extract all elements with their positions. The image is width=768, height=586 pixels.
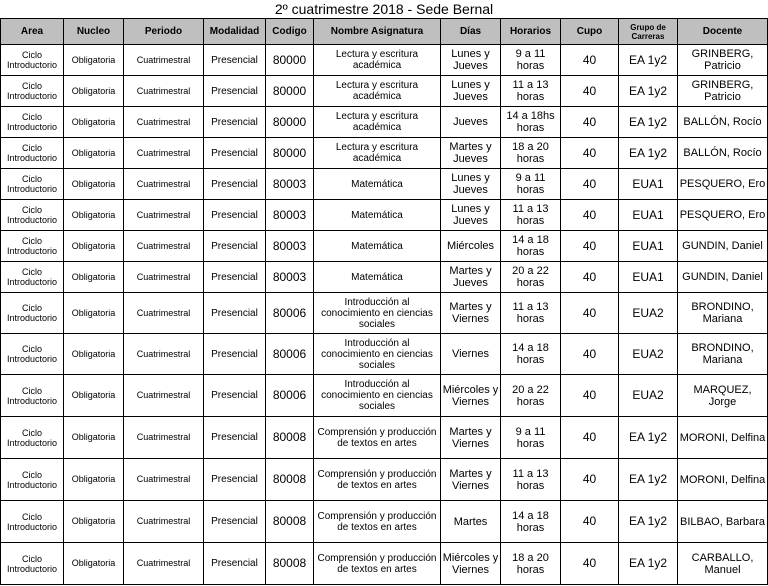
cell-area: Ciclo Introductorio bbox=[1, 334, 64, 375]
cell-periodo: Cuatrimestral bbox=[124, 375, 204, 417]
header-docente: Docente bbox=[678, 19, 768, 45]
cell-grupo: EUA2 bbox=[619, 334, 678, 375]
header-row bbox=[1, 19, 768, 45]
cell-asignatura: Comprensión y producción de textos en artes bbox=[314, 459, 441, 501]
cell-area: Ciclo Introductorio bbox=[1, 417, 64, 459]
cell-area: Ciclo Introductorio bbox=[1, 459, 64, 501]
cell-area: Ciclo Introductorio bbox=[1, 293, 64, 334]
cell-nucleo: Obligatoria bbox=[64, 459, 124, 501]
table-row bbox=[1, 543, 768, 585]
cell-cupo: 40 bbox=[561, 375, 619, 417]
cell-horarios: 9 a 11 horas bbox=[501, 169, 561, 200]
cell-modalidad: Presencial bbox=[204, 76, 266, 107]
cell-dias: Jueves bbox=[441, 107, 501, 138]
cell-docente: PESQUERO, Ero bbox=[678, 169, 768, 200]
cell-codigo: 80000 bbox=[266, 138, 314, 169]
cell-nucleo: Obligatoria bbox=[64, 76, 124, 107]
header-asignatura: Nombre Asignatura bbox=[314, 19, 441, 45]
cell-dias: Martes y Jueves bbox=[441, 262, 501, 293]
cell-grupo: EA 1y2 bbox=[619, 76, 678, 107]
cell-asignatura: Matemática bbox=[314, 169, 441, 200]
page-title: 2º cuatrimestre 2018 - Sede Bernal bbox=[274, 1, 494, 17]
cell-modalidad: Presencial bbox=[204, 375, 266, 417]
cell-docente: MARQUEZ, Jorge bbox=[678, 375, 768, 417]
cell-codigo: 80006 bbox=[266, 375, 314, 417]
cell-area: Ciclo Introductorio bbox=[1, 262, 64, 293]
cell-dias: Lunes y Jueves bbox=[441, 76, 501, 107]
cell-periodo: Cuatrimestral bbox=[124, 45, 204, 76]
table-row bbox=[1, 459, 768, 501]
cell-horarios: 14 a 18hs horas bbox=[501, 107, 561, 138]
cell-dias: Martes y Jueves bbox=[441, 138, 501, 169]
cell-area: Ciclo Introductorio bbox=[1, 107, 64, 138]
cell-area: Ciclo Introductorio bbox=[1, 169, 64, 200]
cell-dias: Martes bbox=[441, 501, 501, 543]
cell-codigo: 80003 bbox=[266, 169, 314, 200]
cell-dias: Lunes y Jueves bbox=[441, 169, 501, 200]
cell-modalidad: Presencial bbox=[204, 334, 266, 375]
cell-periodo: Cuatrimestral bbox=[124, 231, 204, 262]
cell-codigo: 80003 bbox=[266, 200, 314, 231]
cell-area: Ciclo Introductorio bbox=[1, 200, 64, 231]
cell-cupo: 40 bbox=[561, 417, 619, 459]
table-row bbox=[1, 375, 768, 417]
cell-asignatura: Comprensión y producción de textos en artes bbox=[314, 543, 441, 585]
cell-cupo: 40 bbox=[561, 76, 619, 107]
cell-modalidad: Presencial bbox=[204, 107, 266, 138]
cell-grupo: EUA2 bbox=[619, 293, 678, 334]
cell-dias: Miércoles y Viernes bbox=[441, 543, 501, 585]
cell-asignatura: Introducción al conocimiento en ciencias sociales bbox=[314, 334, 441, 375]
cell-asignatura: Matemática bbox=[314, 262, 441, 293]
cell-nucleo: Obligatoria bbox=[64, 231, 124, 262]
cell-grupo: EA 1y2 bbox=[619, 107, 678, 138]
cell-periodo: Cuatrimestral bbox=[124, 138, 204, 169]
cell-horarios: 9 a 11 horas bbox=[501, 417, 561, 459]
cell-asignatura: Lectura y escritura académica bbox=[314, 76, 441, 107]
cell-grupo: EUA1 bbox=[619, 169, 678, 200]
cell-dias: Miércoles bbox=[441, 231, 501, 262]
cell-nucleo: Obligatoria bbox=[64, 169, 124, 200]
cell-periodo: Cuatrimestral bbox=[124, 459, 204, 501]
cell-asignatura: Comprensión y producción de textos en artes bbox=[314, 417, 441, 459]
table-row bbox=[1, 169, 768, 200]
cell-area: Ciclo Introductorio bbox=[1, 138, 64, 169]
cell-nucleo: Obligatoria bbox=[64, 107, 124, 138]
cell-horarios: 20 a 22 horas bbox=[501, 375, 561, 417]
cell-dias: Lunes y Jueves bbox=[441, 45, 501, 76]
cell-nucleo: Obligatoria bbox=[64, 543, 124, 585]
header-horarios: Horarios bbox=[501, 19, 561, 45]
cell-area: Ciclo Introductorio bbox=[1, 76, 64, 107]
cell-docente: GUNDIN, Daniel bbox=[678, 262, 768, 293]
header-area: Area bbox=[1, 19, 64, 45]
cell-horarios: 9 a 11 horas bbox=[501, 45, 561, 76]
cell-horarios: 18 a 20 horas bbox=[501, 138, 561, 169]
table-row bbox=[1, 76, 768, 107]
cell-periodo: Cuatrimestral bbox=[124, 543, 204, 585]
header-cupo: Cupo bbox=[561, 19, 619, 45]
table-row bbox=[1, 107, 768, 138]
cell-docente: BALLÓN, Rocío bbox=[678, 138, 768, 169]
cell-cupo: 40 bbox=[561, 138, 619, 169]
header-dias: Días bbox=[441, 19, 501, 45]
table-body bbox=[1, 45, 768, 585]
cell-docente: MORONI, Delfina bbox=[678, 417, 768, 459]
cell-codigo: 80006 bbox=[266, 334, 314, 375]
cell-periodo: Cuatrimestral bbox=[124, 293, 204, 334]
table-row bbox=[1, 417, 768, 459]
cell-area: Ciclo Introductorio bbox=[1, 501, 64, 543]
table-row bbox=[1, 231, 768, 262]
cell-dias: Martes y Viernes bbox=[441, 293, 501, 334]
cell-grupo: EUA1 bbox=[619, 200, 678, 231]
cell-asignatura: Introducción al conocimiento en ciencias sociales bbox=[314, 375, 441, 417]
cell-dias: Martes y Viernes bbox=[441, 459, 501, 501]
cell-modalidad: Presencial bbox=[204, 262, 266, 293]
cell-cupo: 40 bbox=[561, 459, 619, 501]
table-row bbox=[1, 262, 768, 293]
cell-periodo: Cuatrimestral bbox=[124, 76, 204, 107]
cell-cupo: 40 bbox=[561, 231, 619, 262]
cell-horarios: 11 a 13 horas bbox=[501, 293, 561, 334]
cell-periodo: Cuatrimestral bbox=[124, 334, 204, 375]
cell-periodo: Cuatrimestral bbox=[124, 417, 204, 459]
cell-modalidad: Presencial bbox=[204, 293, 266, 334]
cell-docente: CARBALLO, Manuel bbox=[678, 543, 768, 585]
cell-area: Ciclo Introductorio bbox=[1, 543, 64, 585]
table-row bbox=[1, 200, 768, 231]
cell-modalidad: Presencial bbox=[204, 231, 266, 262]
cell-cupo: 40 bbox=[561, 262, 619, 293]
table-row bbox=[1, 45, 768, 76]
cell-horarios: 18 a 20 horas bbox=[501, 543, 561, 585]
cell-grupo: EA 1y2 bbox=[619, 459, 678, 501]
cell-docente: GRINBERG, Patricio bbox=[678, 76, 768, 107]
cell-dias: Martes y Viernes bbox=[441, 417, 501, 459]
cell-codigo: 80003 bbox=[266, 262, 314, 293]
cell-codigo: 80006 bbox=[266, 293, 314, 334]
cell-docente: BALLÓN, Rocío bbox=[678, 107, 768, 138]
header-periodo: Periodo bbox=[124, 19, 204, 45]
cell-grupo: EA 1y2 bbox=[619, 45, 678, 76]
cell-nucleo: Obligatoria bbox=[64, 138, 124, 169]
cell-cupo: 40 bbox=[561, 169, 619, 200]
cell-modalidad: Presencial bbox=[204, 138, 266, 169]
cell-grupo: EA 1y2 bbox=[619, 501, 678, 543]
cell-codigo: 80008 bbox=[266, 543, 314, 585]
cell-modalidad: Presencial bbox=[204, 417, 266, 459]
cell-asignatura: Introducción al conocimiento en ciencias sociales bbox=[314, 293, 441, 334]
table-row bbox=[1, 293, 768, 334]
cell-codigo: 80008 bbox=[266, 501, 314, 543]
cell-horarios: 14 a 18 horas bbox=[501, 231, 561, 262]
cell-horarios: 20 a 22 horas bbox=[501, 262, 561, 293]
cell-grupo: EA 1y2 bbox=[619, 543, 678, 585]
cell-asignatura: Lectura y escritura académica bbox=[314, 138, 441, 169]
cell-grupo: EUA2 bbox=[619, 375, 678, 417]
cell-cupo: 40 bbox=[561, 200, 619, 231]
cell-area: Ciclo Introductorio bbox=[1, 231, 64, 262]
header-codigo: Codigo bbox=[266, 19, 314, 45]
cell-modalidad: Presencial bbox=[204, 501, 266, 543]
cell-nucleo: Obligatoria bbox=[64, 45, 124, 76]
cell-dias: Lunes y Jueves bbox=[441, 200, 501, 231]
cell-periodo: Cuatrimestral bbox=[124, 169, 204, 200]
cell-area: Ciclo Introductorio bbox=[1, 45, 64, 76]
header-nucleo: Nucleo bbox=[64, 19, 124, 45]
cell-modalidad: Presencial bbox=[204, 543, 266, 585]
cell-dias: Miércoles y Viernes bbox=[441, 375, 501, 417]
cell-codigo: 80008 bbox=[266, 459, 314, 501]
cell-grupo: EA 1y2 bbox=[619, 417, 678, 459]
cell-codigo: 80008 bbox=[266, 417, 314, 459]
cell-area: Ciclo Introductorio bbox=[1, 375, 64, 417]
cell-docente: GRINBERG, Patricio bbox=[678, 45, 768, 76]
cell-codigo: 80003 bbox=[266, 231, 314, 262]
cell-docente: BILBAO, Barbara bbox=[678, 501, 768, 543]
cell-nucleo: Obligatoria bbox=[64, 375, 124, 417]
cell-modalidad: Presencial bbox=[204, 45, 266, 76]
cell-grupo: EUA1 bbox=[619, 262, 678, 293]
table-row bbox=[1, 501, 768, 543]
cell-periodo: Cuatrimestral bbox=[124, 107, 204, 138]
table-row bbox=[1, 334, 768, 375]
cell-nucleo: Obligatoria bbox=[64, 501, 124, 543]
cell-docente: GUNDIN, Daniel bbox=[678, 231, 768, 262]
cell-cupo: 40 bbox=[561, 543, 619, 585]
cell-grupo: EUA1 bbox=[619, 231, 678, 262]
cell-codigo: 80000 bbox=[266, 107, 314, 138]
cell-codigo: 80000 bbox=[266, 45, 314, 76]
cell-horarios: 11 a 13 horas bbox=[501, 200, 561, 231]
header-grupo: Grupo de Carreras bbox=[619, 19, 678, 45]
cell-cupo: 40 bbox=[561, 334, 619, 375]
cell-modalidad: Presencial bbox=[204, 169, 266, 200]
cell-cupo: 40 bbox=[561, 293, 619, 334]
cell-cupo: 40 bbox=[561, 107, 619, 138]
cell-grupo: EA 1y2 bbox=[619, 138, 678, 169]
cell-asignatura: Matemática bbox=[314, 231, 441, 262]
cell-horarios: 11 a 13 horas bbox=[501, 76, 561, 107]
cell-dias: Viernes bbox=[441, 334, 501, 375]
cell-docente: BRONDINO, Mariana bbox=[678, 293, 768, 334]
cell-nucleo: Obligatoria bbox=[64, 417, 124, 459]
schedule-table bbox=[0, 18, 768, 585]
cell-periodo: Cuatrimestral bbox=[124, 200, 204, 231]
cell-horarios: 11 a 13 horas bbox=[501, 459, 561, 501]
cell-nucleo: Obligatoria bbox=[64, 334, 124, 375]
header-modalidad: Modalidad bbox=[204, 19, 266, 45]
cell-horarios: 14 a 18 horas bbox=[501, 334, 561, 375]
cell-modalidad: Presencial bbox=[204, 200, 266, 231]
cell-docente: MORONI, Delfina bbox=[678, 459, 768, 501]
cell-asignatura: Lectura y escritura académica bbox=[314, 45, 441, 76]
cell-asignatura: Lectura y escritura académica bbox=[314, 107, 441, 138]
cell-asignatura: Comprensión y producción de textos en artes bbox=[314, 501, 441, 543]
cell-horarios: 14 a 18 horas bbox=[501, 501, 561, 543]
cell-codigo: 80000 bbox=[266, 76, 314, 107]
cell-asignatura: Matemática bbox=[314, 200, 441, 231]
cell-modalidad: Presencial bbox=[204, 459, 266, 501]
cell-cupo: 40 bbox=[561, 45, 619, 76]
cell-docente: BRONDINO, Mariana bbox=[678, 334, 768, 375]
cell-nucleo: Obligatoria bbox=[64, 293, 124, 334]
cell-periodo: Cuatrimestral bbox=[124, 262, 204, 293]
cell-cupo: 40 bbox=[561, 501, 619, 543]
cell-docente: PESQUERO, Ero bbox=[678, 200, 768, 231]
cell-periodo: Cuatrimestral bbox=[124, 501, 204, 543]
cell-nucleo: Obligatoria bbox=[64, 200, 124, 231]
table-row bbox=[1, 138, 768, 169]
cell-nucleo: Obligatoria bbox=[64, 262, 124, 293]
